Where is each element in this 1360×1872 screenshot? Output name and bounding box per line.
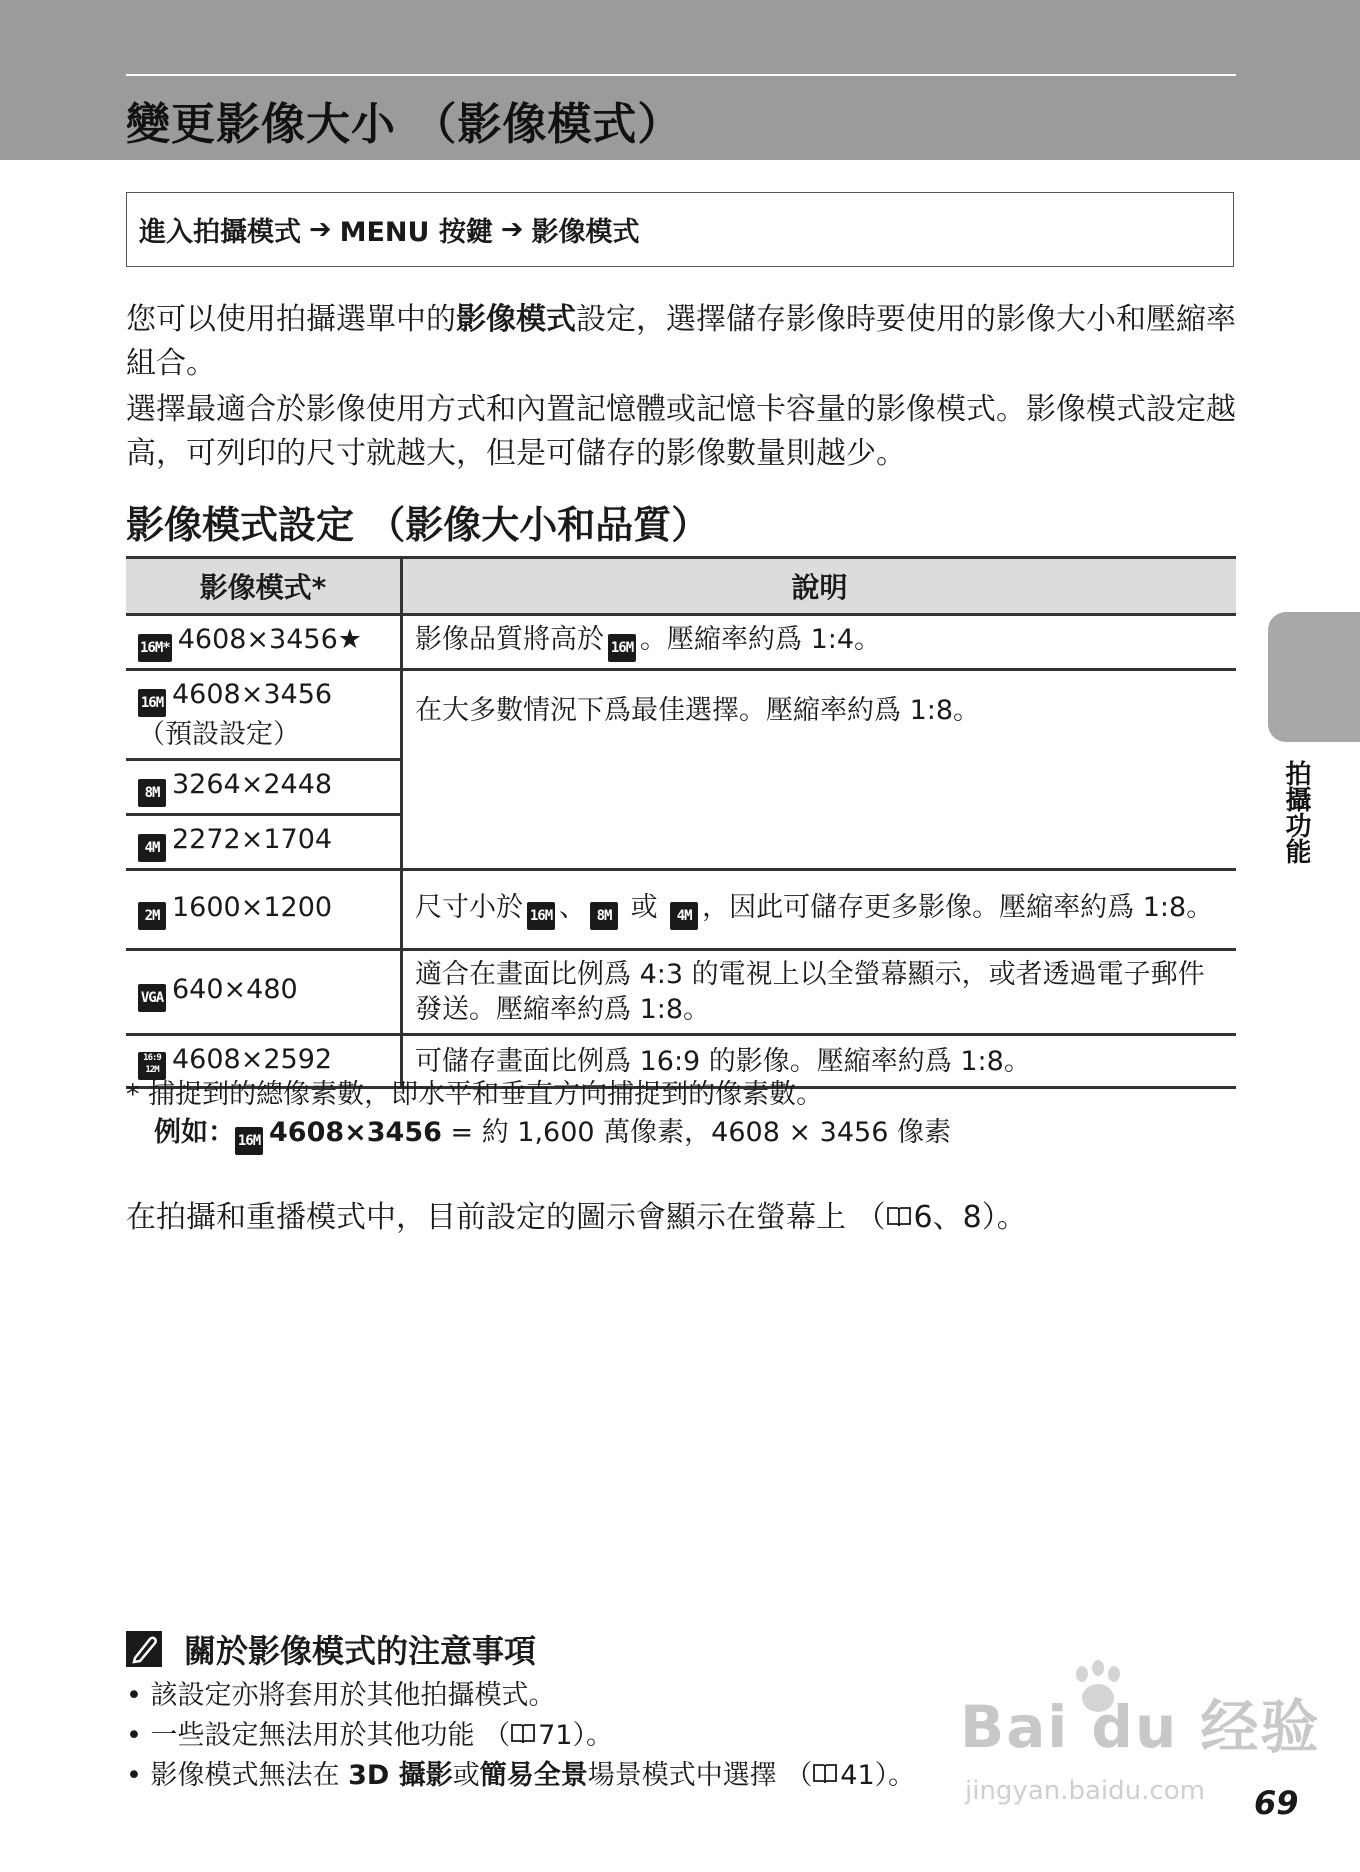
chapter-tab-label: 拍攝功能	[1281, 760, 1311, 864]
book-reference-icon	[886, 1205, 912, 1229]
description-cell: 在大多數情況下爲最佳選擇。壓縮率約爲 1:8。	[402, 670, 1237, 870]
description-text: 。壓縮率約爲 1:4。	[640, 624, 882, 655]
note-text: 場景模式中選擇 （	[587, 1760, 813, 1791]
nav-step-3: 影像模式	[531, 217, 640, 248]
arrow-right-icon: ➔	[309, 214, 332, 245]
header-rule	[126, 74, 1236, 76]
description-separator: 或	[622, 891, 667, 923]
table-row	[126, 950, 1236, 1035]
description-text: 影像品質將高於	[415, 624, 604, 655]
nav-step-1: 進入拍攝模式	[139, 217, 301, 248]
example-label: 例如：	[154, 1117, 235, 1148]
description-text: 尺寸小於	[415, 891, 523, 923]
mode-cell	[126, 670, 402, 760]
footnote-line: * 捕捉到的總像素數，即水平和垂直方向捕捉到的像素數。	[126, 1079, 824, 1110]
image-mode-table	[126, 556, 1236, 1089]
list-item: • 該設定亦將套用於其他拍攝模式。	[126, 1680, 556, 1711]
table-row	[126, 615, 1236, 670]
intro-text: 設定，選擇儲存影像時要使用的影像大小和壓縮率組合。	[126, 302, 1236, 381]
nav-step-2: MENU 按鍵	[339, 217, 493, 248]
example-text: = 約 1,600 萬像素，4608 × 3456 像素	[441, 1117, 951, 1148]
image-mode-16m-icon: 16M	[527, 902, 555, 930]
table-row	[126, 670, 1236, 760]
description-cell	[402, 615, 1237, 670]
mode-size: 4608×3456★	[177, 624, 362, 655]
column-header-description: 說明	[402, 558, 1237, 615]
note-list	[126, 1676, 915, 1796]
image-mode-8m-icon: 8M	[138, 779, 166, 807]
status-text: ）。	[981, 1200, 1027, 1235]
image-mode-16m-icon: 16M	[608, 634, 636, 662]
intro-text: 選擇最適合於影像使用方式和內置記憶體或記憶卡容量的影像模式。影像模式設定越高，可列印的尺寸就越大，但是可儲存的影像數量則越少。	[126, 392, 1236, 471]
intro-bold-term: 影像模式	[456, 302, 576, 337]
description-cell: 適合在畫面比例爲 4:3 的電視上以全螢幕顯示，或者透過電子郵件發送。壓縮率約爲 1:8。	[402, 950, 1237, 1035]
page-reference[interactable]: 41	[840, 1760, 875, 1791]
note-text: ）。	[874, 1760, 916, 1791]
mode-cell	[126, 815, 402, 870]
status-line	[126, 1192, 1027, 1236]
footnote-example	[126, 1114, 951, 1155]
table-row	[126, 870, 1236, 950]
list-item	[126, 1756, 915, 1796]
note-text: • 一些設定無法用於其他功能 （	[126, 1720, 511, 1751]
note-header	[126, 1626, 536, 1672]
watermark-url: jingyan.baidu.com	[965, 1776, 1205, 1806]
section-title: 影像模式設定 （影像大小和品質）	[126, 503, 710, 547]
image-mode-4m-icon: 4M	[138, 834, 166, 862]
mode-size: 2272×1704	[172, 824, 333, 855]
navigation-path	[126, 192, 1234, 267]
page-title: 變更影像大小 （影像模式）	[126, 99, 683, 150]
column-header-mode: 影像模式*	[126, 558, 402, 615]
mode-size: 4608×2592	[172, 1044, 333, 1075]
footnote	[126, 1076, 951, 1155]
default-setting-label: （預設設定）	[138, 719, 300, 750]
mode-cell	[126, 615, 402, 670]
image-mode-8m-icon: 8M	[590, 902, 618, 930]
page-number: 69	[1254, 1784, 1299, 1822]
description-text: ，因此可儲存更多影像。壓縮率約爲 1:8。	[702, 891, 1214, 923]
note-text: ）。	[572, 1720, 613, 1751]
description-separator: 、	[559, 891, 586, 923]
book-reference-icon	[510, 1722, 536, 1746]
status-text: 在拍攝和重播模式中，目前設定的圖示會顯示在螢幕上 （	[126, 1200, 886, 1235]
table-header-row	[126, 558, 1236, 615]
image-mode-16-9-icon: 16:9 12M	[138, 1052, 166, 1080]
mode-name-3d: 3D 攝影	[348, 1760, 453, 1791]
mode-cell	[126, 870, 402, 950]
intro-paragraph-1	[126, 298, 1241, 386]
arrow-right-icon: ➔	[500, 214, 524, 245]
pencil-note-icon	[126, 1631, 162, 1667]
mode-size: 640×480	[172, 974, 298, 1005]
mode-size: 1600×1200	[172, 891, 333, 923]
mode-cell	[126, 950, 402, 1035]
page-reference[interactable]: 71	[538, 1720, 573, 1751]
image-mode-16m-icon: 16M	[138, 689, 166, 717]
image-mode-4m-icon: 4M	[670, 902, 698, 930]
intro-paragraph-2	[126, 388, 1241, 476]
intro-text: 您可以使用拍攝選單中的	[126, 302, 456, 337]
note-text: 或	[452, 1760, 480, 1791]
image-mode-16m-star-icon: 16M*	[138, 634, 172, 662]
mode-cell	[126, 760, 402, 815]
image-mode-16m-icon: 16M	[235, 1127, 263, 1155]
example-size: 4608×3456	[269, 1117, 442, 1148]
note-title: 關於影像模式的注意事項	[184, 1632, 537, 1670]
page-reference[interactable]: 6、8	[913, 1200, 982, 1235]
description-cell	[402, 870, 1237, 950]
mode-name-panorama: 簡易全景	[479, 1760, 588, 1791]
description-cell: 可儲存畫面比例爲 16:9 的影像。壓縮率約爲 1:8。	[402, 1035, 1237, 1088]
chapter-tab	[1268, 612, 1360, 742]
note-text: • 影像模式無法在	[126, 1760, 349, 1791]
book-reference-icon	[812, 1762, 838, 1786]
watermark-logo: Bai du 经验	[960, 1693, 1321, 1761]
mode-size: 3264×2448	[172, 769, 333, 800]
image-mode-2m-icon: 2M	[138, 902, 166, 930]
image-mode-vga-icon: VGA	[138, 984, 166, 1012]
list-item	[126, 1716, 915, 1756]
mode-size: 4608×3456	[172, 679, 333, 710]
